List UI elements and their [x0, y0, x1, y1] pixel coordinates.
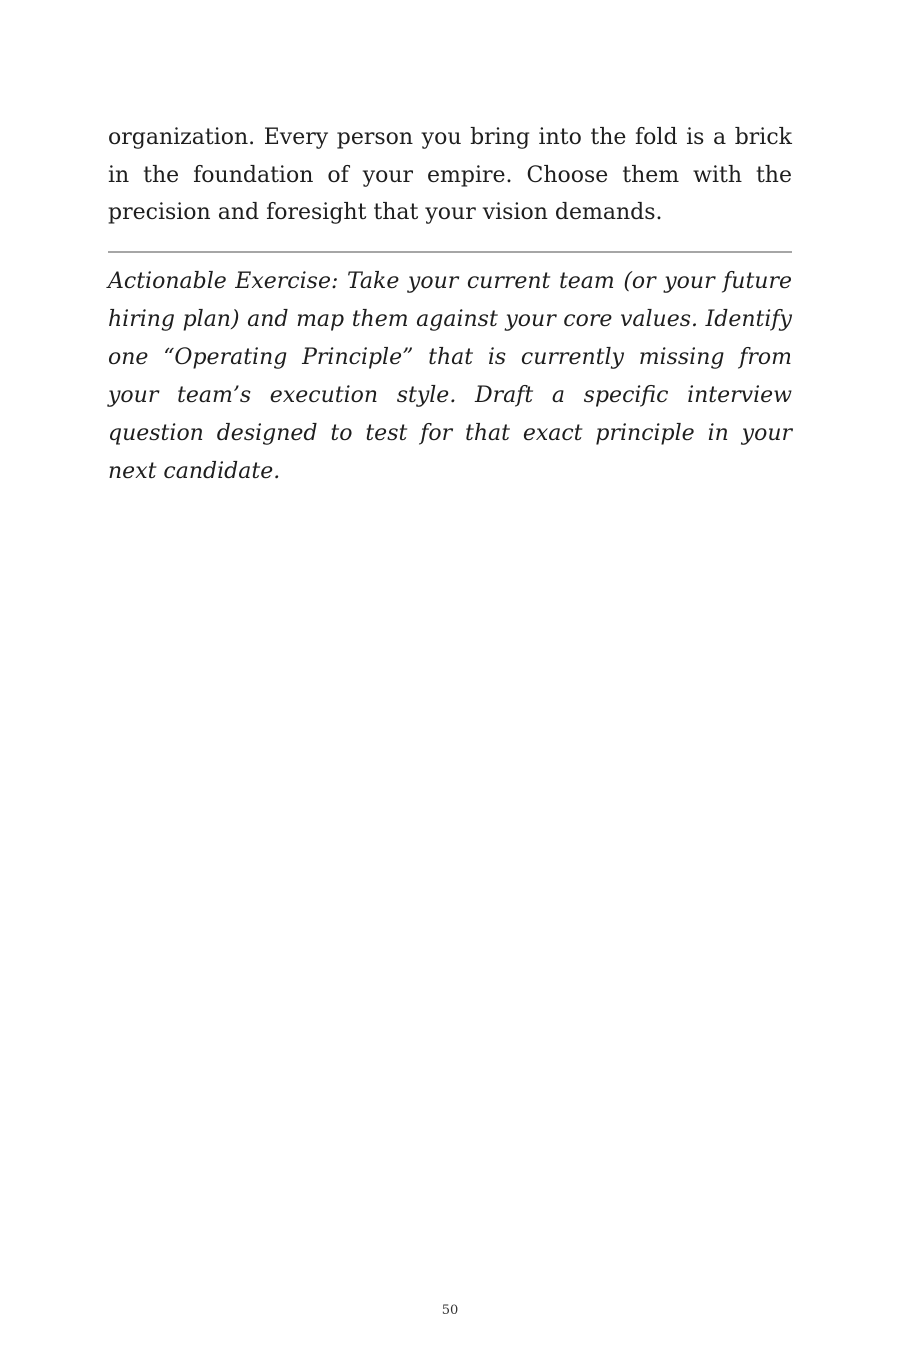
- actionable-exercise-text: Actionable Exercise: Take your current team (or your future hiring plan) and map them against your core values. Identify one “Operating Principle” that is currently missing from your team’s execution style. Draft a specific interview question designed to test for that exact principle in your next candidate.: [108, 268, 792, 484]
- section-divider: [108, 251, 792, 253]
- page-content: [108, 119, 792, 491]
- page-number: 50: [441, 1303, 459, 1318]
- body-paragraph: organization. Every person you bring into the fold is a brick in the foundation of your empire. Choose them with the precision and foresight that your vision demands.: [108, 125, 792, 225]
